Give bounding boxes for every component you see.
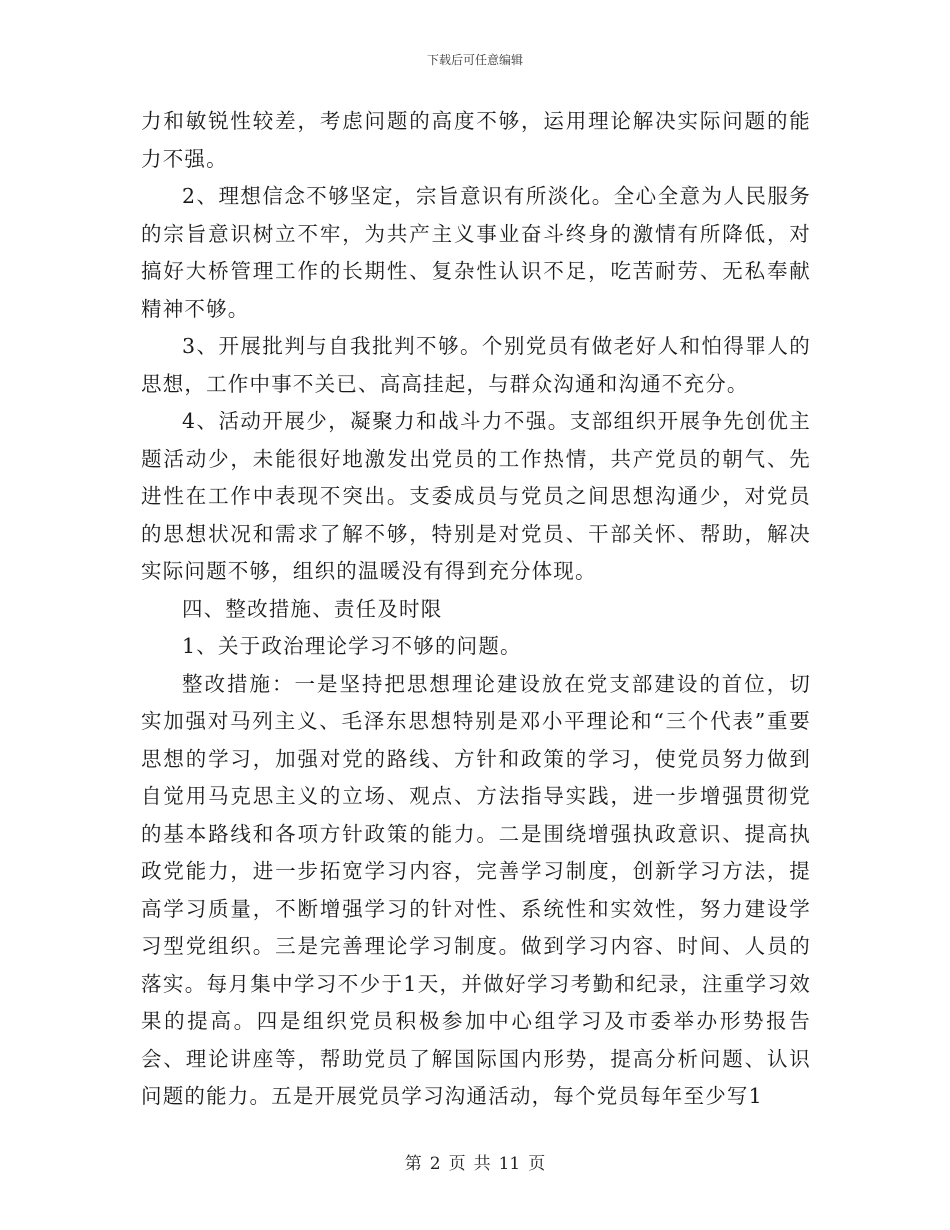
paragraph-item-3: 3、开展批判与自我批判不够。个别党员有做老好人和怕得罪人的思想，工作中事不关已、高高挂起，与群众沟通和沟通不充分。	[141, 334, 811, 396]
paragraph-continuation: 力和敏锐性较差，考虑问题的高度不够，运用理论解决实际问题的能力不强。	[141, 109, 811, 171]
section-heading: 四、整改措施、责任及时限	[182, 596, 443, 621]
page-footer	[0, 1153, 950, 1175]
subsection-heading: 1、关于政治理论学习不够的问题。	[182, 634, 522, 658]
footer-page-suffix: 页	[528, 1154, 546, 1174]
paragraph-item-4: 4、活动开展少，凝聚力和战斗力不强。支部组织开展争先创优主题活动少，未能很好地激发出党员的工作热情，共产党员的朝气、先进性在工作中表现不突出。支委成员与党员之间思想沟通少，对党员的思想状况和需求了解不够，特别是对党员、干部关怀、帮助，解决实际问题不够，组织的温暖没有得到充分体现。	[141, 409, 811, 583]
document-body	[141, 103, 811, 1116]
footer-page-number: 2	[429, 1154, 441, 1174]
footer-page-mid: 页	[448, 1154, 466, 1174]
footer-total-label: 共	[473, 1154, 491, 1174]
footer-total-pages: 11	[498, 1154, 521, 1174]
page-header: 下载后可任意编辑	[426, 53, 523, 67]
paragraph-item-2: 2、理想信念不够坚定，宗旨意识有所淡化。全心全意为人民服务的宗旨意识树立不牢，为共产主义事业奋斗终身的激情有所降低，对搞好大桥管理工作的长期性、复杂性认识不足，吃苦耐劳、无私奉献精神不够。	[141, 184, 811, 321]
paragraph-measures: 整改措施：一是坚持把思想理论建设放在党支部建设的首位，切实加强对马列主义、毛泽东思想特别是邓小平理论和“三个代表”重要思想的学习，加强对党的路线、方针和政策的学习，使党员努力做到自觉用马克思主义的立场、观点、方法指导实践，进一步增强贯彻党的基本路线和各项方针政策的能力。二是围绕增强执政意识、提高执政党能力，进一步拓宽学习内容，完善学习制度，创新学习方法，提高学习质量，不断增强学习的针对性、系统性和实效性，努力建设学习型党组织。三是完善理论学习制度。做到学习内容、时间、人员的落实。每月集中学习不少于1天，并做好学习考勤和纪录，注重学习效果的提高。四是组织党员积极参加中心组学习及市委举办形势报告会、理论讲座等，帮助党员了解国际国内形势，提高分析问题、认识问题的能力。五是开展党员学习沟通活动，每个党员每年至少写1	[141, 671, 811, 1108]
footer-page-prefix: 第	[404, 1154, 422, 1174]
